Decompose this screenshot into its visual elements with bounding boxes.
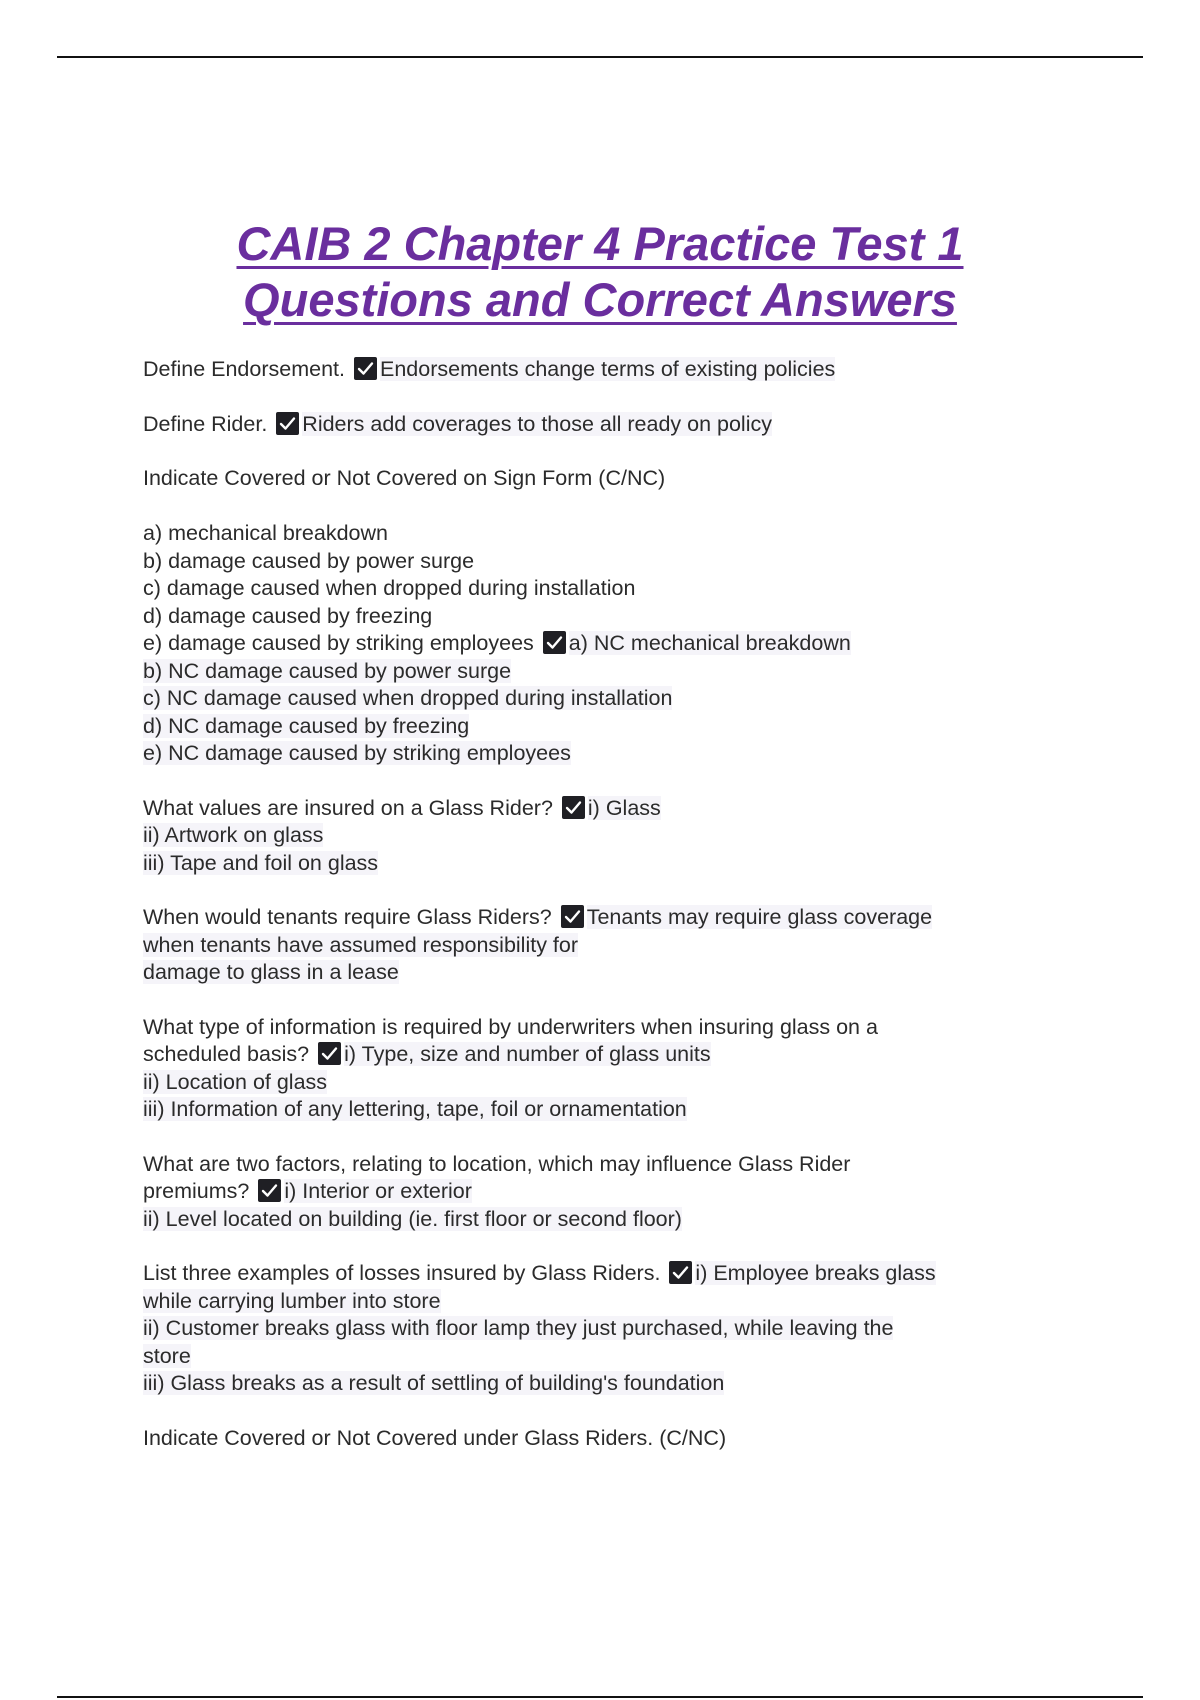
answer-line: ii) Customer breaks glass with floor lamp they just purchased, while leaving the [143, 1316, 894, 1340]
checkmark-icon [562, 796, 585, 819]
answer-line: ii) Artwork on glass [143, 823, 324, 847]
checkmark-icon [561, 905, 584, 928]
answer-line: iii) Glass breaks as a result of settling of building's foundation [143, 1371, 725, 1395]
question-answer-line [143, 630, 1043, 658]
answer-text: i) Glass [587, 795, 661, 820]
document-title [0, 216, 1200, 328]
question-text: Define Endorsement. [143, 357, 345, 381]
answer-text: i) Employee breaks glass [695, 1261, 936, 1285]
answer-text [143, 740, 1043, 768]
question-text: d) damage caused by freezing [143, 603, 433, 628]
answer-text [143, 1206, 1043, 1234]
answer-text [143, 658, 1043, 686]
question-answer-line [143, 1178, 1043, 1206]
bottom-rule [57, 1696, 1143, 1698]
answer-text [143, 1288, 1043, 1316]
answer-line: c) NC damage caused when dropped during installation [143, 686, 673, 710]
checkmark-icon [543, 631, 566, 654]
answer-text: i) Type, size and number of glass units [344, 1042, 711, 1066]
question-answer-line [143, 1041, 1043, 1069]
question-answer-line [143, 356, 1043, 384]
answer-text [143, 1069, 1043, 1097]
answer-text [143, 850, 1043, 878]
checkmark-icon [354, 357, 377, 380]
question-text: a) mechanical breakdown [143, 521, 388, 545]
qa-item [143, 795, 1043, 878]
question-answer-line [143, 1260, 1043, 1288]
answer-line: ii) Location of glass [143, 1069, 328, 1094]
qa-item [143, 1151, 1043, 1234]
answer-text: a) NC mechanical breakdown [568, 631, 851, 655]
qa-item [143, 411, 1043, 439]
answer-text: Tenants may require glass coverage [586, 905, 933, 929]
answer-text [143, 932, 1043, 960]
question-answer-line [143, 411, 1043, 439]
answer-line: damage to glass in a lease [143, 960, 399, 984]
question-text: What are two factors, relating to location, which may influence Glass Rider [143, 1151, 851, 1176]
answer-line: d) NC damage caused by freezing [143, 713, 470, 738]
title-line-1: CAIB 2 Chapter 4 Practice Test 1 [236, 217, 964, 270]
question-text: premiums? [143, 1179, 250, 1203]
question-text: b) damage caused by power surge [143, 548, 475, 573]
answer-text [143, 1096, 1043, 1124]
qa-item [143, 356, 1043, 384]
answer-line: while carrying lumber into store [143, 1288, 441, 1313]
answer-line: iii) Tape and foil on glass [143, 850, 379, 875]
question-text: What type of information is required by underwriters when insuring glass on a [143, 1014, 878, 1039]
question-text: e) damage caused by striking employees [143, 631, 534, 655]
answer-text [143, 822, 1043, 850]
qa-list [143, 356, 1043, 1479]
qa-item [143, 1014, 1043, 1124]
title-line-2: Questions and Correct Answers [243, 273, 957, 326]
answer-text [143, 1315, 1043, 1343]
answer-text [143, 959, 1043, 987]
answer-line: store [143, 1343, 191, 1368]
qa-item [143, 465, 1043, 768]
question-text: When would tenants require Glass Riders? [143, 905, 552, 929]
answer-text [143, 713, 1043, 741]
question-answer-line [143, 904, 1043, 932]
question-text: What values are insured on a Glass Rider? [143, 795, 553, 820]
answer-text [143, 1343, 1043, 1371]
checkmark-icon [318, 1042, 341, 1065]
qa-item [143, 1425, 1043, 1453]
checkmark-icon [669, 1261, 692, 1284]
question-text: scheduled basis? [143, 1042, 310, 1066]
answer-text: i) Interior or exterior [284, 1179, 472, 1203]
answer-line: ii) Level located on building (ie. first floor or second floor) [143, 1206, 682, 1231]
answer-line: e) NC damage caused by striking employees [143, 741, 571, 765]
answer-line: b) NC damage caused by power surge [143, 658, 512, 683]
answer-line: when tenants have assumed responsibility for [143, 932, 579, 957]
checkmark-icon [258, 1179, 281, 1202]
answer-text [143, 685, 1043, 713]
answer-text [143, 1370, 1043, 1398]
top-rule [57, 56, 1143, 58]
question-text [143, 493, 1043, 521]
qa-item [143, 904, 1043, 987]
question-text: Define Rider. [143, 411, 268, 436]
question-text: Indicate Covered or Not Covered on Sign Form (C/NC) [143, 466, 666, 490]
answer-text: Endorsements change terms of existing policies [379, 357, 836, 381]
qa-item [143, 1260, 1043, 1398]
question-text: c) damage caused when dropped during installation [143, 576, 636, 600]
question-text: Indicate Covered or Not Covered under Glass Riders. (C/NC) [143, 1425, 727, 1450]
question-answer-line [143, 795, 1043, 823]
answer-text: Riders add coverages to those all ready on policy [302, 411, 772, 436]
checkmark-icon [276, 412, 299, 435]
answer-line: iii) Information of any lettering, tape, foil or ornamentation [143, 1097, 687, 1121]
question-text: List three examples of losses insured by Glass Riders. [143, 1261, 661, 1285]
